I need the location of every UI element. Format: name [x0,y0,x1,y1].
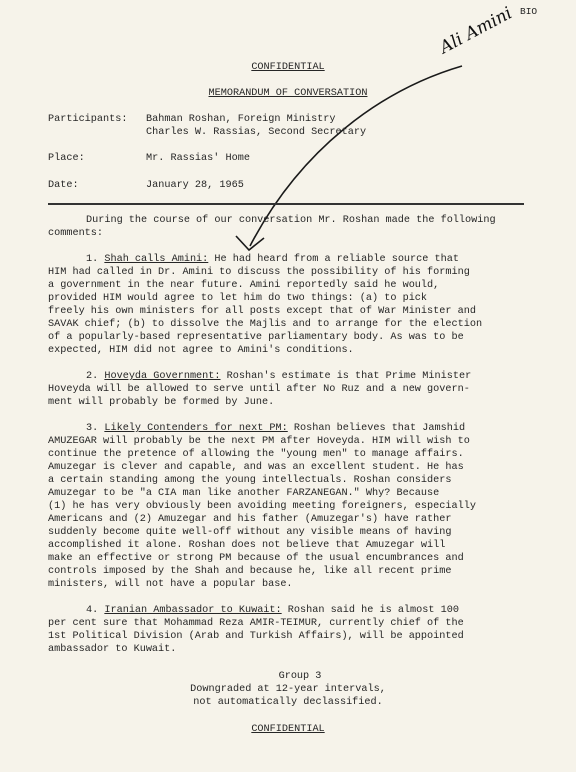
section-heading: Hoveyda Government: [104,371,221,382]
section-line: continue the pretence of allowing the "young men" to manage affairs. [48,449,464,460]
intro-line: During the course of our conversation Mr. Roshan made the following [86,215,496,226]
section-line: Roshan said he is almost 100 [281,605,459,616]
section-2-first-line [86,370,471,383]
section-line: a government in the near future. Amini reportedly said he would, [48,280,440,291]
section-line: suddenly become quite well-off without any visible means of having [48,527,452,538]
section-line: of a popularly-based representative parliamentary body. As was to be [48,332,464,343]
downgrade-note-2: not automatically declassified. [193,697,383,708]
place-value: Mr. Rassias' Home [146,153,250,164]
section-heading: Iranian Ambassador to Kuwait: [104,605,282,616]
section-line: AMUZEGAR will probably be the next PM after Hoveyda. HIM will wish to [48,436,470,447]
section-line: HIM had called in Dr. Amini to discuss the possibility of his forming [48,267,470,278]
section-line: ministers, will not have a popular base. [48,579,293,590]
section-heading: Shah calls Amini: [104,254,209,265]
section-line: ment will probably be formed by June. [48,397,275,408]
document-title: MEMORANDUM OF CONVERSATION [208,88,368,99]
section-line: Hoveyda will be allowed to serve until after No Ruz and a new govern- [48,384,470,395]
section-number: 1. [86,254,99,265]
section-heading: Likely Contenders for next PM: [104,423,288,434]
downgrade-note-1: Downgraded at 12-year intervals, [190,684,386,695]
section-number: 4. [86,605,99,616]
section-line: He had heard from a reliable source that [208,254,459,265]
group-marking: Group 3 [278,671,322,682]
section-line: controls imposed by the Shah and because he, like all recent prime [48,566,452,577]
date-label: Date: [48,180,79,191]
classification-top: CONFIDENTIAL [251,62,325,73]
place-label: Place: [48,153,85,164]
participant-1: Bahman Roshan, Foreign Ministry [146,114,336,125]
intro-line: comments: [48,228,104,239]
section-line: accomplished it alone. Roshan does not believe that Amuzegar will [48,540,446,551]
section-line: Amuzegar is clever and capable, and was an excellent student. He has [48,462,464,473]
section-line: freely his own ministers for all posts except that of War Minister and [48,306,476,317]
section-line: per cent sure that Mohammad Reza AMIR-TEIMUR, currently chief of the [48,618,464,629]
section-line: (1) he has very obviously been avoiding meeting foreigners, especially [48,501,476,512]
section-number: 2. [86,371,99,382]
section-line: Amuzegar to be "a CIA man like another FARZANEGAN." Why? Because [48,488,440,499]
participant-2: Charles W. Rassias, Second Secretary [146,127,367,138]
section-line: expected, HIM did not agree to Amini's conditions. [48,345,354,356]
section-line: Roshan's estimate is that Prime Minister [220,371,472,382]
handwritten-note: Ali Amini [436,3,516,58]
section-line: make an effective or strong PM because of the usual encumbrances and [48,553,464,564]
section-line: 1st Political Division (Arab and Turkish Affairs), will be appointed [48,631,464,642]
participants-label: Participants: [48,114,128,125]
classification-bottom: CONFIDENTIAL [251,724,325,735]
section-line: ambassador to Kuwait. [48,644,177,655]
section-line: provided HIM would agree to let him do two things: (a) to pick [48,293,428,304]
section-line: Americans and (2) Amuzegar and his father (Amuzegar's) have rather [48,514,452,525]
section-line: SAVAK chief; (b) to dissolve the Majlis and to arrange for the election [48,319,483,330]
corner-mark: BIO [520,6,538,17]
section-3-first-line [86,422,465,435]
date-value: January 28, 1965 [146,180,244,191]
section-1-first-line [86,253,459,266]
section-line: Roshan believes that Jamshid [287,423,466,434]
section-number: 3. [86,423,99,434]
section-4-first-line [86,604,459,617]
separator-rule [48,203,524,205]
section-line: a certain standing among the young intellectuals. Roshan considers [48,475,452,486]
